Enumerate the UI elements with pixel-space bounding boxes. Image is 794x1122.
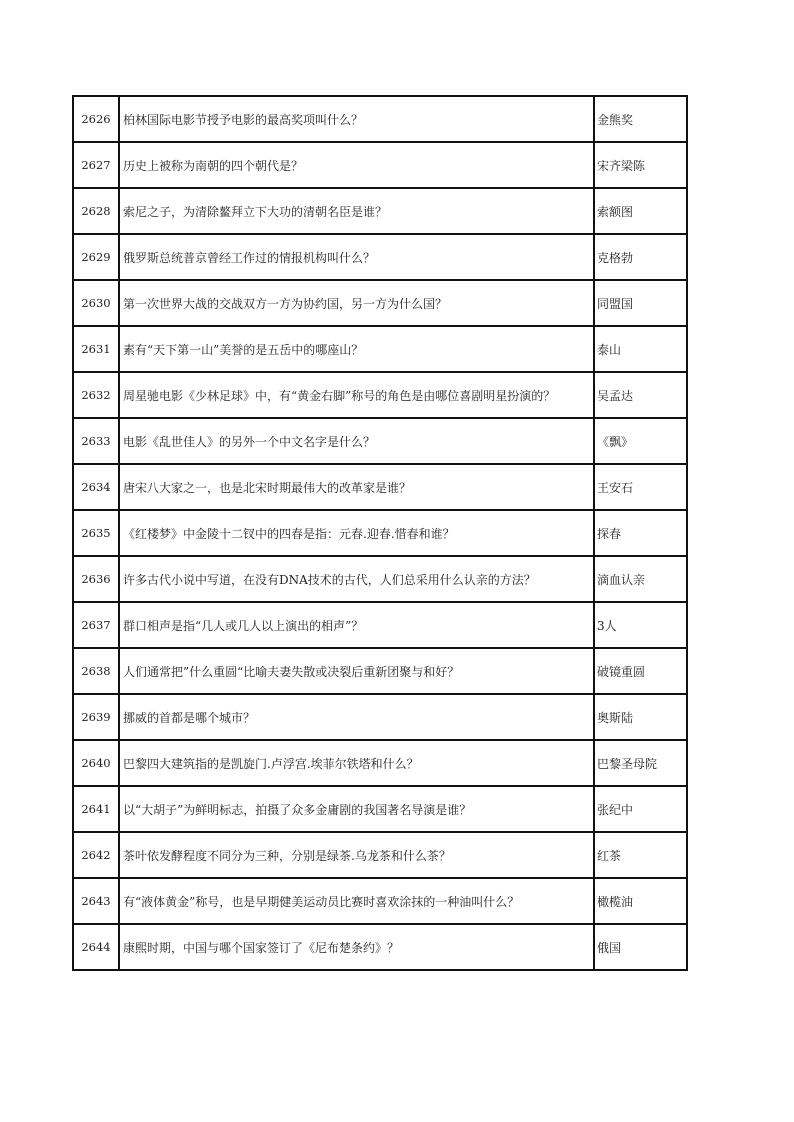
answer-cell: 张纪中 (594, 786, 687, 832)
answer-cell: 同盟国 (594, 280, 687, 326)
table-row (73, 96, 687, 142)
answer-cell: 金熊奖 (594, 96, 687, 142)
answer-cell: 奥斯陆 (594, 694, 687, 740)
answer-cell: 破镜重圆 (594, 648, 687, 694)
answer-cell: 克格勃 (594, 234, 687, 280)
question-cell: 有“液体黄金”称号，也是早期健美运动员比赛时喜欢涂抹的一种油叫什么？ (119, 878, 594, 924)
answer-cell: 宋齐梁陈 (594, 142, 687, 188)
answer-cell: 探春 (594, 510, 687, 556)
answer-cell: 滴血认亲 (594, 556, 687, 602)
row-number: 2626 (73, 96, 119, 142)
row-number: 2634 (73, 464, 119, 510)
table-row (73, 602, 687, 648)
table-row (73, 142, 687, 188)
question-cell: 许多古代小说中写道，在没有DNA技术的古代，人们总采用什么认亲的方法？ (119, 556, 594, 602)
row-number: 2631 (73, 326, 119, 372)
question-cell: 第一次世界大战的交战双方一方为协约国，另一方为什么国？ (119, 280, 594, 326)
table-row (73, 648, 687, 694)
question-cell: 人们通常把”什么重圆“比喻夫妻失散或决裂后重新团聚与和好？ (119, 648, 594, 694)
row-number: 2637 (73, 602, 119, 648)
question-cell: 巴黎四大建筑指的是凯旋门.卢浮宫.埃菲尔铁塔和什么？ (119, 740, 594, 786)
question-cell: 俄罗斯总统普京曾经工作过的情报机构叫什么？ (119, 234, 594, 280)
row-number: 2633 (73, 418, 119, 464)
answer-cell: 3人 (594, 602, 687, 648)
row-number: 2627 (73, 142, 119, 188)
question-cell: 以“大胡子”为鲜明标志，拍摄了众多金庸剧的我国著名导演是谁？ (119, 786, 594, 832)
answer-cell: 泰山 (594, 326, 687, 372)
row-number: 2629 (73, 234, 119, 280)
question-cell: 康熙时期，中国与哪个国家签订了《尼布楚条约》？ (119, 924, 594, 970)
row-number: 2643 (73, 878, 119, 924)
table-row (73, 694, 687, 740)
answer-cell: 橄榄油 (594, 878, 687, 924)
question-cell: 柏林国际电影节授予电影的最高奖项叫什么？ (119, 96, 594, 142)
row-number: 2639 (73, 694, 119, 740)
table-row (73, 234, 687, 280)
row-number: 2644 (73, 924, 119, 970)
table-row (73, 418, 687, 464)
answer-cell: 巴黎圣母院 (594, 740, 687, 786)
row-number: 2641 (73, 786, 119, 832)
question-cell: 素有“天下第一山”美誉的是五岳中的哪座山？ (119, 326, 594, 372)
table-row (73, 464, 687, 510)
table-row (73, 326, 687, 372)
table-row (73, 878, 687, 924)
answer-cell: 红茶 (594, 832, 687, 878)
question-cell: 索尼之子，为清除鳌拜立下大功的清朝名臣是谁？ (119, 188, 594, 234)
answer-cell: 俄国 (594, 924, 687, 970)
qa-table-body (73, 96, 687, 970)
table-row (73, 740, 687, 786)
row-number: 2632 (73, 372, 119, 418)
row-number: 2640 (73, 740, 119, 786)
table-row (73, 786, 687, 832)
table-row (73, 556, 687, 602)
row-number: 2642 (73, 832, 119, 878)
question-cell: 茶叶依发酵程度不同分为三种，分别是绿茶.乌龙茶和什么茶？ (119, 832, 594, 878)
question-cell: 挪威的首都是哪个城市？ (119, 694, 594, 740)
row-number: 2630 (73, 280, 119, 326)
table-row (73, 280, 687, 326)
answer-cell: 吴孟达 (594, 372, 687, 418)
row-number: 2628 (73, 188, 119, 234)
table-row (73, 832, 687, 878)
table-row (73, 510, 687, 556)
table-row (73, 372, 687, 418)
question-cell: 电影《乱世佳人》的另外一个中文名字是什么？ (119, 418, 594, 464)
question-cell: 群口相声是指“几人或几人以上演出的相声”？ (119, 602, 594, 648)
answer-cell: 王安石 (594, 464, 687, 510)
qa-table (72, 95, 688, 971)
row-number: 2638 (73, 648, 119, 694)
answer-cell: 索额图 (594, 188, 687, 234)
table-row (73, 924, 687, 970)
row-number: 2635 (73, 510, 119, 556)
question-cell: 历史上被称为南朝的四个朝代是？ (119, 142, 594, 188)
question-cell: 周星驰电影《少林足球》中，有“黄金右脚”称号的角色是由哪位喜剧明星扮演的？ (119, 372, 594, 418)
table-row (73, 188, 687, 234)
question-cell: 唐宋八大家之一，也是北宋时期最伟大的改革家是谁？ (119, 464, 594, 510)
answer-cell: 《飘》 (594, 418, 687, 464)
row-number: 2636 (73, 556, 119, 602)
question-cell: 《红楼梦》中金陵十二钗中的四春是指：元春.迎春.惜春和谁？ (119, 510, 594, 556)
